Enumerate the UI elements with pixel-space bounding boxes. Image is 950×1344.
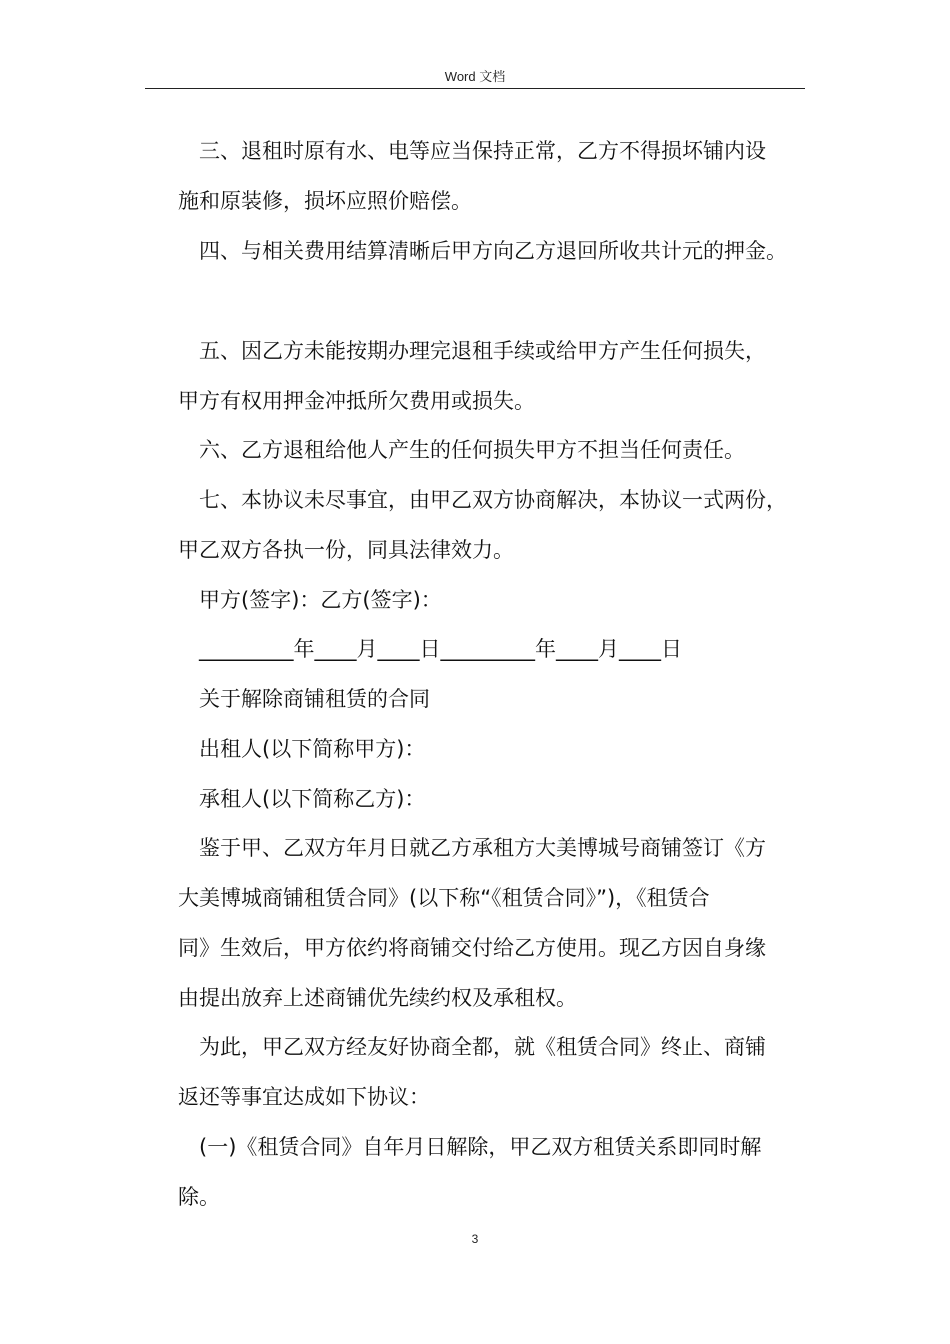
paragraph-line: 为此，甲乙双方经友好协商全都，就《租赁合同》终止、商铺: [199, 1035, 766, 1059]
date-line: _________年____月____日_________年____月____日: [199, 637, 682, 661]
paragraph-line: 施和原装修，损坏应照价赔偿。: [178, 189, 472, 213]
paragraph-line: 由提出放弃上述商铺优先续约权及承租权。: [178, 986, 577, 1010]
paragraph-line: 三、退租时原有水、电等应当保持正常，乙方不得损坏铺内设: [199, 139, 766, 163]
paragraph-line: 大美博城商铺租赁合同》(以下称“《租赁合同》”)，《租赁合: [178, 886, 710, 910]
paragraph-line: 鉴于甲、乙双方年月日就乙方承租方大美博城号商铺签订《方: [199, 836, 766, 860]
paragraph-line: 同》生效后，甲方依约将商铺交付给乙方使用。现乙方因自身缘: [178, 936, 766, 960]
paragraph-line: 甲方有权用押金冲抵所欠费用或损失。: [178, 389, 535, 413]
paragraph-line: 除。: [178, 1185, 220, 1209]
paragraph-line: 返还等事宜达成如下协议：: [178, 1085, 430, 1109]
paragraph-line: (一)《租赁合同》自年月日解除，甲乙双方租赁关系即同时解: [199, 1135, 762, 1159]
paragraph-line: 四、与相关费用结算清晰后甲方向乙方退回所收共计元的押金。: [199, 239, 787, 263]
paragraph-line: 五、因乙方未能按期办理完退租手续或给甲方产生任何损失，: [199, 339, 766, 363]
page-header: Word 文档: [444, 69, 506, 84]
paragraph-line: 六、乙方退租给他人产生的任何损失甲方不担当任何责任。: [199, 438, 745, 462]
section-title: 关于解除商铺租赁的合同: [199, 687, 430, 711]
page-number: 3: [471, 1232, 479, 1246]
paragraph-line: 出租人(以下简称甲方)：: [199, 737, 426, 761]
paragraph-line: 承租人(以下简称乙方)：: [199, 787, 426, 811]
paragraph-line: 七、本协议未尽事宜，由甲乙双方协商解决，本协议一式两份，: [199, 488, 787, 512]
signature-line: 甲方(签字)：乙方(签字)：: [199, 588, 442, 612]
header-divider: [145, 88, 805, 89]
paragraph-line: 甲乙双方各执一份，同具法律效力。: [178, 538, 514, 562]
